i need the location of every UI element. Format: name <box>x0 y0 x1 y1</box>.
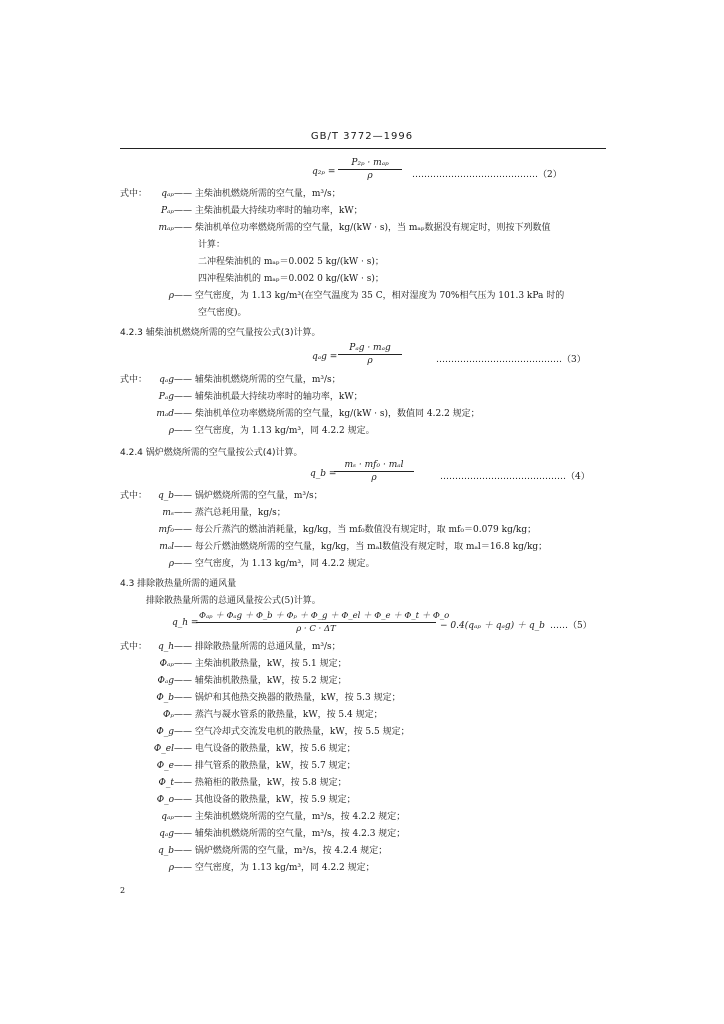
definition-row <box>120 188 341 200</box>
definition-row <box>120 307 247 319</box>
definition-text: 空气密度)。 <box>198 308 247 318</box>
definition-symbol: Φ_b <box>156 693 174 703</box>
eq4-lhs: q_b = <box>310 469 337 479</box>
definition-row <box>120 239 225 251</box>
definition-row <box>120 794 356 806</box>
definition-symbol: Φₐg <box>157 676 174 686</box>
eq2-denominator: ρ <box>367 171 373 181</box>
definition-text: 二冲程柴油机的 mₐₚ＝0.002 5 kg/(kW · s)； <box>198 257 384 267</box>
definition-symbol: Φₚ <box>163 710 174 720</box>
definition-text: —— 蒸汽总耗用量，kg/s； <box>174 508 286 518</box>
definition-row <box>120 541 547 553</box>
definition-text: —— 柴油机单位功率燃烧所需的空气量，kg/(kW · s)，数值同 4.2.2 规定； <box>174 409 480 419</box>
eq5-lhs: q_h = <box>172 618 199 628</box>
eq4-numerator: mₛ · mf₀ · mₐl <box>334 460 414 472</box>
eq5-fraction <box>196 609 450 634</box>
definition-row <box>120 256 384 268</box>
definition-text: —— 辅柴油机燃烧所需的空气量，m³/s，按 4.2.3 规定； <box>174 829 406 839</box>
eq5-tail: − 0.4(qₐₚ ＋ qₐg) ＋ q_b <box>440 621 545 631</box>
definition-row <box>120 675 347 687</box>
definition-symbol: qₐₚ <box>161 812 174 822</box>
eq5-numerator: Φₐₚ ＋ Φₐg ＋ Φ_b ＋ Φₚ ＋ Φ_g ＋ Φ_el ＋ Φ_e ＋ Φ_t ＋ Φ_o <box>196 609 436 623</box>
page-number: 2 <box>120 886 126 895</box>
where-label: 式中： <box>120 642 148 652</box>
definition-row <box>120 408 480 420</box>
definition-text: —— 主柴油机燃烧所需的空气量，m³/s； <box>174 189 341 199</box>
definition-symbol: q_b <box>157 491 174 501</box>
eq4-fraction <box>334 460 414 483</box>
definition-symbol: mₐl <box>159 542 174 552</box>
eq2-numerator: P₂ₚ · mₐₚ <box>338 158 402 170</box>
definition-symbol: Φ_t <box>158 778 174 788</box>
definition-text: —— 主柴油机散热量，kW，按 5.1 规定； <box>174 659 347 669</box>
definition-row <box>120 524 536 536</box>
definition-row <box>120 641 341 653</box>
definition-text: —— 其他设备的散热量，kW，按 5.9 规定； <box>174 795 356 805</box>
definition-row <box>120 507 286 519</box>
definition-text: —— 主柴油机最大持续功率时的轴功率，kW； <box>174 206 363 216</box>
definition-row <box>120 743 356 755</box>
definition-symbol: Φ_el <box>153 744 174 754</box>
definition-text: —— 蒸汽与凝水管系的散热量，kW，按 5.4 规定； <box>174 710 383 720</box>
definition-symbol: q_b <box>157 846 174 856</box>
definition-text: —— 空气密度，为 1.13 kg/m³，同 4.2.2 规定； <box>174 863 375 873</box>
eq4-number: ……………………………………（4） <box>440 472 590 482</box>
definition-text: —— 空气密度，为 1.13 kg/m³，同 4.2.2 规定。 <box>174 559 375 569</box>
definition-row <box>120 726 410 738</box>
definition-row <box>120 845 387 857</box>
definition-row <box>120 205 363 217</box>
definition-row <box>120 777 347 789</box>
definition-row <box>120 692 401 704</box>
where-label: 式中： <box>120 375 148 385</box>
definition-symbol: mₐₚ <box>158 223 174 233</box>
eq4-denominator: ρ <box>371 473 377 483</box>
definition-symbol: Pₐg <box>158 392 174 402</box>
definition-symbol: ρ <box>168 863 174 873</box>
definition-symbol: Φ_e <box>156 761 174 771</box>
eq5-denominator: ρ · C · ΔT <box>296 624 336 634</box>
definition-symbol: Φ_o <box>156 795 174 805</box>
definition-symbol: qₐₚ <box>161 189 174 199</box>
eq2-fraction <box>338 158 402 181</box>
definition-row <box>120 811 405 823</box>
definition-symbol: q_h <box>157 642 174 652</box>
definition-text: —— 每公斤蒸汽的燃油消耗量，kg/kg，当 mf₀数值没有规定时，取 mf₀＝0.079 kg/kg； <box>174 525 537 535</box>
eq3-numerator: Pₐg · mₐg <box>338 343 402 355</box>
definition-symbol: qₐg <box>159 829 174 839</box>
definition-row <box>120 374 341 386</box>
definition-symbol: mf₀ <box>158 525 174 535</box>
definition-text: —— 空气冷却式交流发电机的散热量，kW，按 5.5 规定； <box>174 727 410 737</box>
definition-row <box>120 391 363 403</box>
eq2-number: ……………………………………（2） <box>412 170 562 180</box>
definition-text: —— 锅炉燃烧所需的空气量，m³/s，按 4.2.4 规定； <box>174 846 388 856</box>
definition-text: —— 空气密度，为 1.13 kg/m³，同 4.2.2 规定。 <box>174 426 375 436</box>
definition-text: —— 辅柴油机最大持续功率时的轴功率，kW； <box>174 392 363 402</box>
eq3-fraction <box>338 343 402 366</box>
definition-text: —— 主柴油机燃烧所需的空气量，m³/s，按 4.2.2 规定； <box>174 812 406 822</box>
definition-text: —— 电气设备的散热量，kW，按 5.6 规定； <box>174 744 356 754</box>
document-header: GB/T 3772—1996 <box>310 131 414 142</box>
section-4-3: 4.3 排除散热量所需的通风量 <box>120 579 237 589</box>
definition-row <box>120 760 356 772</box>
definition-row <box>120 658 347 670</box>
definition-row <box>120 273 384 285</box>
eq3-number: ……………………………………（3） <box>436 355 586 365</box>
definition-row <box>120 862 375 874</box>
definition-text: —— 排气管系的散热量，kW，按 5.7 规定； <box>174 761 356 771</box>
definition-text: —— 辅柴油机燃烧所需的空气量，m³/s； <box>174 375 341 385</box>
definition-text: 四冲程柴油机的 mₐₚ＝0.002 0 kg/(kW · s)； <box>198 274 384 284</box>
eq3-lhs: qₐg = <box>312 352 338 362</box>
definition-symbol: mₛ <box>162 508 174 518</box>
definition-text: —— 排除散热量所需的总通风量，m³/s； <box>174 642 341 652</box>
definition-symbol: ρ <box>168 559 174 569</box>
definition-text: —— 热箱柜的散热量，kW，按 5.8 规定； <box>174 778 347 788</box>
where-label: 式中： <box>120 491 148 501</box>
definition-text: —— 锅炉燃烧所需的空气量，m³/s； <box>174 491 323 501</box>
definition-row <box>120 490 323 502</box>
definition-text: —— 锅炉和其他热交换器的散热量，kW，按 5.3 规定； <box>174 693 401 703</box>
definition-row <box>120 290 564 302</box>
section-4-3-intro: 排除散热量所需的总通风量按公式(5)计算。 <box>146 596 321 606</box>
definition-text: —— 辅柴油机散热量，kW，按 5.2 规定； <box>174 676 347 686</box>
eq2-lhs: q₂ₚ = <box>312 167 336 177</box>
definition-row <box>120 425 375 437</box>
definition-symbol: ρ <box>168 291 174 301</box>
definition-text: —— 每公斤燃油燃烧所需的空气量，kg/kg，当 mₐl数值没有规定时，取 mₐl＝16.8 kg/kg； <box>174 542 548 552</box>
definition-row <box>120 558 375 570</box>
where-label: 式中： <box>120 189 148 199</box>
eq3-denominator: ρ <box>367 356 373 366</box>
definition-symbol: Φₐₚ <box>159 659 174 669</box>
definition-symbol: Φ_g <box>156 727 174 737</box>
definition-symbol: qₐg <box>159 375 174 385</box>
header-rule <box>120 148 606 149</box>
definition-row <box>120 828 405 840</box>
definition-symbol: Pₐₚ <box>160 206 174 216</box>
definition-text: 计算： <box>198 240 226 250</box>
definition-text: —— 空气密度，为 1.13 kg/m³(在空气温度为 35 C，相对湿度为 70%相气压为 101.3 kPa 时的 <box>174 291 565 301</box>
definition-row <box>120 709 383 721</box>
eq5-number: ……（5） <box>550 621 592 631</box>
definition-text: —— 柴油机单位功率燃烧所需的空气量，kg/(kW · s)，当 mₐₚ数据没有规定时，则按下列数值 <box>174 223 551 233</box>
definition-symbol: ρ <box>168 426 174 436</box>
definition-symbol: mₐd <box>156 409 174 419</box>
definition-row <box>120 222 551 234</box>
section-4-2-4: 4.2.4 锅炉燃烧所需的空气量按公式(4)计算。 <box>120 448 303 458</box>
section-4-2-3: 4.2.3 辅柴油机燃烧所需的空气量按公式(3)计算。 <box>120 328 321 338</box>
